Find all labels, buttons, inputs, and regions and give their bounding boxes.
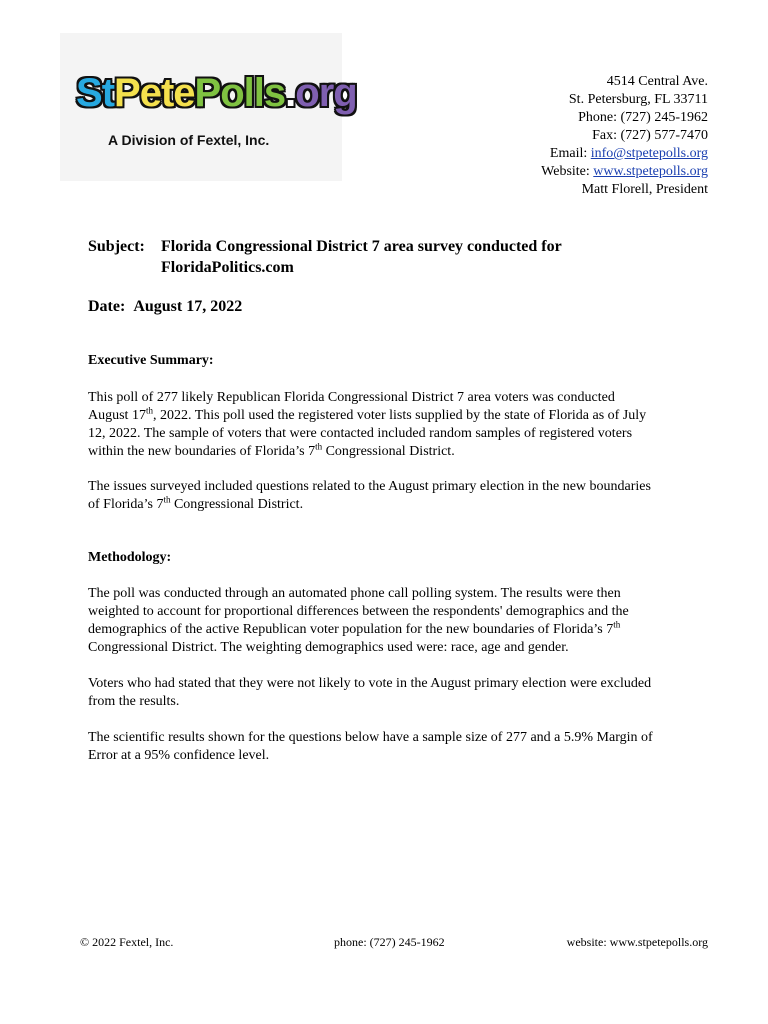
text-line: demographics of the active Republican voter population for the new boundaries of Florida’s 7th (88, 619, 621, 637)
logo-wordmark (76, 73, 357, 113)
text-line: The scientific results shown for the questions below have a sample size of 277 and a 5.9% Margin of (88, 730, 653, 745)
address-line-1: 4514 Central Ave. (606, 74, 708, 89)
subject-block (88, 236, 562, 278)
text-line: The issues surveyed included questions related to the August primary election in the new boundaries (88, 479, 651, 494)
subject-label: Subject: (88, 238, 145, 255)
logo-letter: s (263, 71, 286, 115)
logo-letter: P (114, 71, 140, 115)
website-link[interactable]: www.stpetepolls.org (593, 164, 708, 179)
logo-letter: l (243, 71, 254, 115)
logo-letter: l (253, 71, 264, 115)
text-line: of Florida’s 7th Congressional District. (88, 494, 304, 512)
logo-letter: . (285, 71, 296, 115)
methodology-paragraph-3 (88, 729, 708, 765)
methodology-paragraph-1 (88, 585, 708, 657)
address-line-2: St. Petersburg, FL 33711 (568, 92, 708, 107)
text-line: weighted to account for proportional differences between the respondents' demographics and the (88, 604, 629, 619)
fax-line: Fax: (727) 577-7470 (592, 128, 708, 143)
subject-line-2: FloridaPolitics.com (161, 259, 294, 276)
text-line: August 17th, 2022. This poll used the registered voter lists supplied by the state of Florida as of July (88, 405, 647, 423)
contact-block (541, 73, 708, 199)
email-line (541, 145, 708, 163)
website-label: Website: (541, 164, 594, 179)
methodology-heading: Methodology: (88, 550, 172, 565)
executive-summary-heading: Executive Summary: (88, 353, 214, 368)
email-label: Email: (549, 146, 591, 161)
subject-line-1: Florida Congressional District 7 area survey conducted for (161, 238, 562, 255)
text-line: within the new boundaries of Florida’s 7th Congressional District. (88, 441, 455, 459)
logo-letter: o (220, 71, 244, 115)
logo-letter: e (139, 71, 161, 115)
logo-letter: g (333, 71, 357, 115)
logo-letter: P (194, 71, 221, 115)
footer-website: website: www.stpetepolls.org (566, 935, 708, 949)
logo (60, 33, 357, 181)
logo-letter: r (318, 71, 334, 115)
logo-letter: e (173, 71, 195, 115)
logo-letter: o (295, 71, 319, 115)
footer-phone: phone: (727) 245-1962 (334, 935, 445, 949)
email-link[interactable]: info@stpetepolls.org (590, 146, 708, 161)
website-line (541, 163, 708, 181)
logo-letter: t (160, 71, 174, 115)
executive-summary-paragraph-2 (88, 478, 708, 514)
text-line: from the results. (88, 694, 180, 709)
date-label: Date: (88, 298, 126, 315)
president-line: Matt Florell, President (581, 182, 708, 197)
methodology-paragraph-2 (88, 675, 708, 711)
executive-summary-paragraph-1 (88, 389, 708, 461)
footer-copyright: © 2022 Fextel, Inc. (80, 935, 174, 949)
text-line: Congressional District. The weighting demographics used were: race, age and gender. (88, 640, 569, 655)
logo-letter: t (101, 71, 115, 115)
text-line: The poll was conducted through an automated phone call polling system. The results were then (88, 586, 621, 601)
logo-subtitle: A Division of Fextel, Inc. (108, 132, 270, 148)
date-value: August 17, 2022 (133, 298, 243, 315)
text-line: Voters who had stated that they were not likely to vote in the August primary election were excluded (88, 676, 652, 691)
date-block (88, 298, 242, 316)
logo-letter: S (76, 71, 102, 115)
text-line: This poll of 277 likely Republican Florida Congressional District 7 area voters was conducted (88, 390, 615, 405)
text-line: Error at a 95% confidence level. (88, 748, 270, 763)
text-line: 12, 2022. The sample of voters that were contacted included random samples of registered voters (88, 426, 633, 441)
phone-line: Phone: (727) 245-1962 (578, 110, 708, 125)
